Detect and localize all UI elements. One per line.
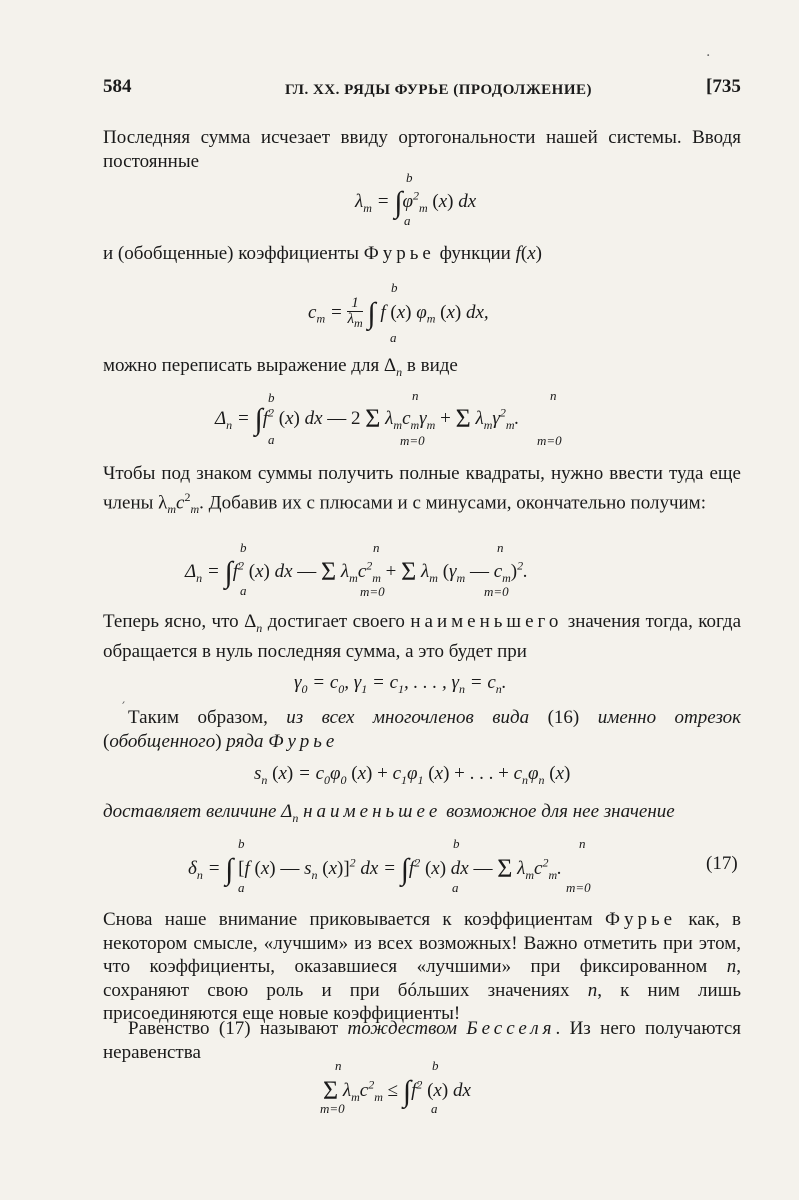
lower-limit: a <box>431 1101 438 1116</box>
paragraph-8: Снова наше внимание приковывается к коэффициентам Фурье как, в некотором смысле, «лучшим» из всех возможных! Важно отметить при этом, что коэффициенты, оказавшиеся «лучшими» при фиксированном n, сохраняют свою роль и при бóльших значениях n, к ним лишь присоединяются еще новые коэффициенты! <box>103 909 742 1024</box>
lower-limit: a <box>268 432 275 447</box>
sum-upper-limit: n <box>373 540 380 555</box>
sum-lower-limit: m=0 <box>484 584 509 599</box>
sum-lower-limit: m=0 <box>360 584 385 599</box>
equation-bessel-inequality: Σ $\lambda_mc^2_m \le \int f^2$ (x) dx <box>323 1075 471 1108</box>
scan-speck: ′ <box>122 700 126 716</box>
sum-upper-limit: n <box>335 1058 342 1073</box>
lower-limit: a <box>452 880 459 895</box>
scan-speck: · <box>706 48 711 64</box>
equation-number: (17) <box>706 853 738 874</box>
upper-limit: b <box>432 1058 439 1073</box>
upper-limit: b <box>268 390 275 405</box>
equation-partial-sum: $s_n$ $(x) = c_0\varphi_0$ $(x) + c_1\varphi_1$ (x) + . . . + $c_n\varphi_n$ (x) <box>254 763 571 787</box>
running-title: ГЛ. XX. РЯДЫ ФУРЬЕ (ПРОДОЛЖЕНИЕ) <box>285 82 592 98</box>
paragraph-1: Последняя сумма исчезает ввиду ортогональности нашей системы. Вводя постоянные <box>103 127 741 172</box>
sum-lower-limit: m=0 <box>566 880 591 895</box>
sum-upper-limit: n <box>497 540 504 555</box>
section-number: [735 <box>706 76 741 97</box>
sum-upper-limit: n <box>550 388 557 403</box>
paragraph-9: Равенство (17) называют тождеством Бесселя. Из него получаются неравенства <box>103 1018 741 1063</box>
equation-delta-n-squares: $\Delta_n = \int f^2$ (x) dx — Σ $\lambda_mc^2_m + \Sigma$ $\lambda_m$ ($\gamma_m$ — $c_m)^2$. <box>185 556 528 589</box>
equation-optimal-gamma: $\gamma_0 = c_0$, $\gamma_1 = c_1$, . . . , $\gamma_n = c_n$. <box>294 672 507 696</box>
upper-limit: b <box>238 836 245 851</box>
sum-lower-limit: m=0 <box>400 433 425 448</box>
upper-limit: b <box>391 280 398 295</box>
lower-limit: a <box>240 583 247 598</box>
lower-limit: a <box>404 213 411 228</box>
paragraph-5: Теперь ясно, что $\Delta_n$ достигает своего наименьшего значения тогда, когда обращается в нуль последняя сумма, а это будет при <box>103 611 741 663</box>
sum-lower-limit: m=0 <box>320 1101 345 1116</box>
page-number: 584 <box>103 76 132 97</box>
upper-limit: b <box>240 540 247 555</box>
paragraph-6: Таким образом, из всех многочленов вида (16) именно отрезок (обобщенного) ряда Фурье <box>103 707 742 752</box>
sum-upper-limit: n <box>412 388 419 403</box>
upper-limit: b <box>453 836 460 851</box>
upper-limit: b <box>406 170 413 185</box>
paragraph-2: и (обобщенные) коэффициенты Фурье функции f(x) <box>103 243 542 264</box>
lower-limit: a <box>238 880 245 895</box>
lower-limit: a <box>390 330 397 345</box>
sum-upper-limit: n <box>579 836 586 851</box>
equation-bessel-identity: $\delta_n$ = ∫ [f (x) — $s_n$ (x)]$^2$ dx = $\int f^2$ (x) dx — Σ $\lambda_mc^2_m$. <box>188 853 562 886</box>
paragraph-3: можно переписать выражение для $\Delta_n$ в виде <box>103 355 458 379</box>
paragraph-7: доставляет величине $\Delta_n$ наименьшее возможное для нее значение <box>103 801 675 825</box>
equation-delta-n: $\Delta_n = \int f^2$ (x) dx — 2 Σ $\lambda_mc_m\gamma_m + \Sigma$ $\lambda_m\gamma^2_m$. <box>215 403 520 436</box>
paragraph-4: Чтобы под знаком суммы получить полные квадраты, нужно ввести туда еще члены $\lambda_mc^2_m$. Добавив их с плюсами и с минусами, окончательно получим: <box>103 463 741 516</box>
sum-lower-limit: m=0 <box>537 433 562 448</box>
equation-lambda: $\lambda_m = \int\varphi^2_m$ (x) dx <box>355 186 477 219</box>
equation-fourier-coefficient: $c_m$ = $\frac{1}{\lambda_m}$ ∫ f (x) $\varphi_m$ (x) dx, <box>308 295 489 330</box>
